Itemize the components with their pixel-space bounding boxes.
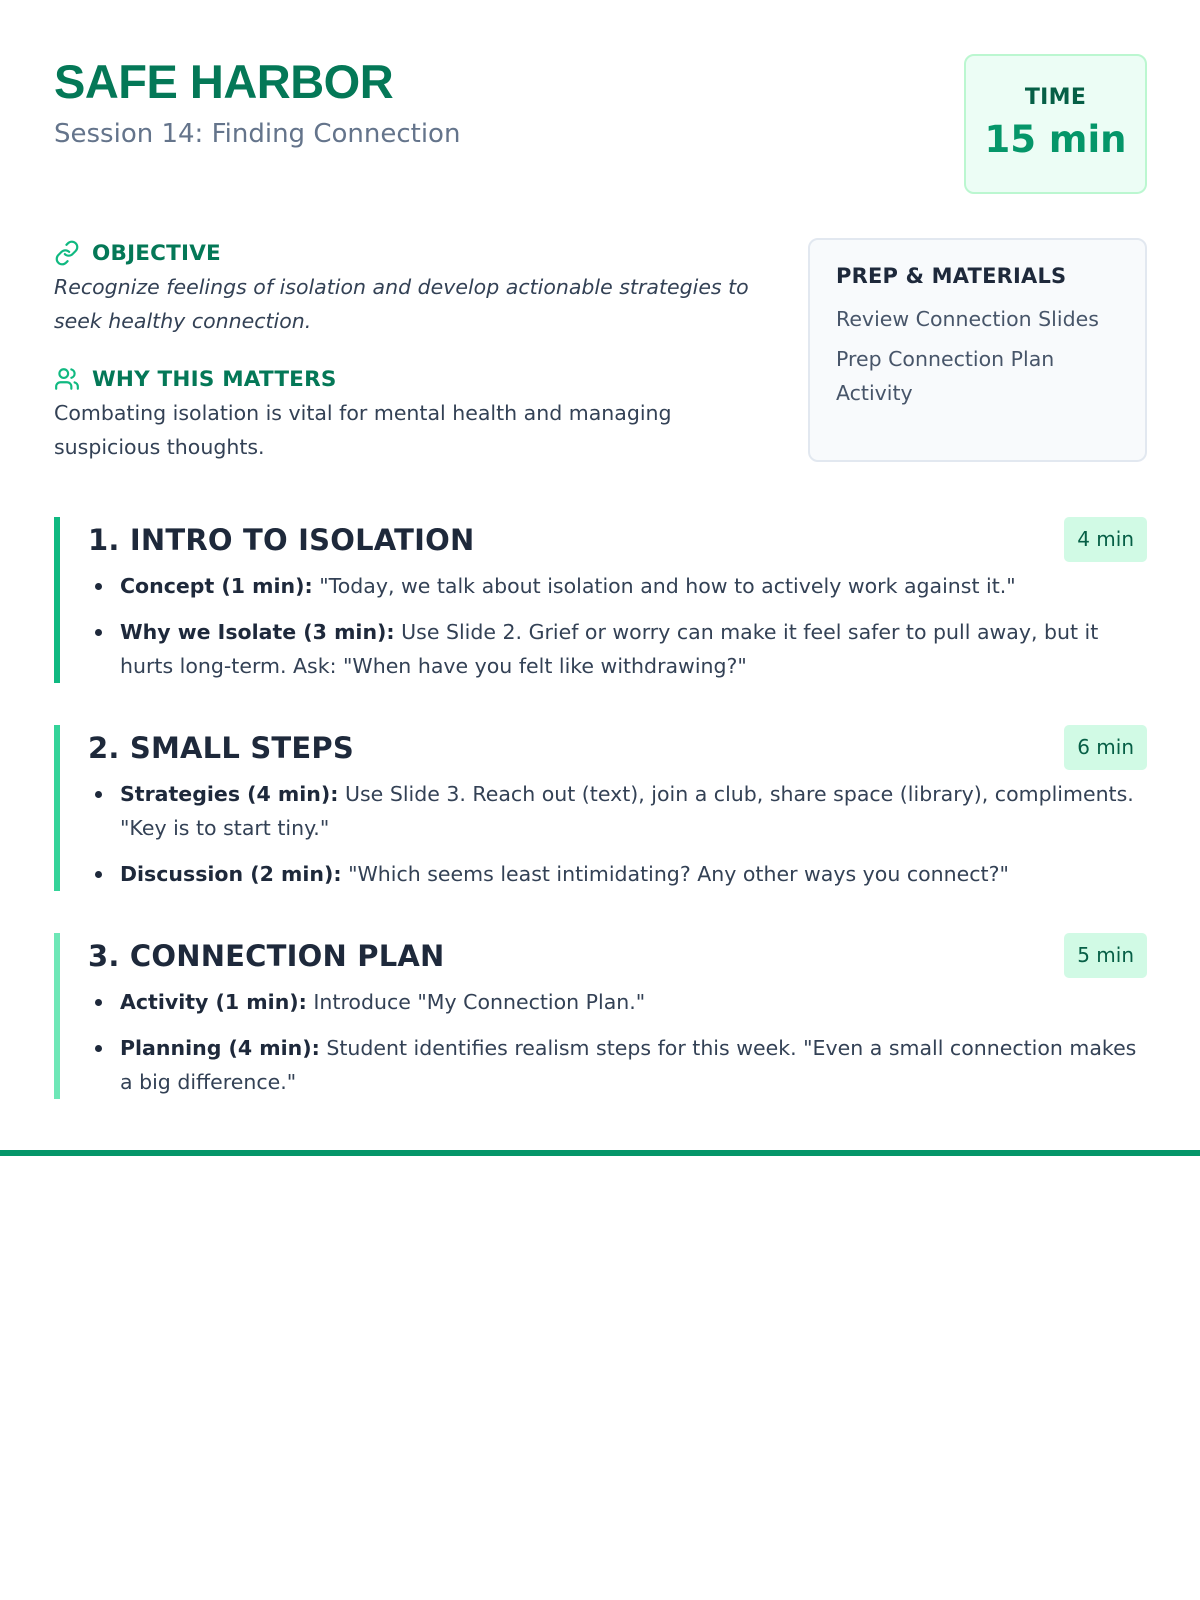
why-label: WHY THIS MATTERS xyxy=(92,366,337,392)
list-item xyxy=(88,1031,1147,1099)
bullet-text: Student identifies realism steps for this week. "Even a small connection makes a big difference." xyxy=(120,1036,1137,1094)
prep-title: PREP & MATERIALS xyxy=(836,264,1067,288)
bullet-term: Planning (4 min): xyxy=(120,1036,320,1060)
list-item xyxy=(88,615,1147,683)
section-bullets xyxy=(88,777,1147,891)
bullet-term: Discussion (2 min): xyxy=(120,862,342,886)
intro-left-column xyxy=(54,236,774,464)
section-heading: 3. CONNECTION PLAN xyxy=(88,939,445,973)
bullet-text: Use Slide 2. Grief or worry can make it feel safer to pull away, but it hurts long-term. Ask: "When have you felt like withdrawing?" xyxy=(120,620,1099,678)
agenda-section-connection-plan xyxy=(54,933,1147,1099)
time-value: 15 min xyxy=(984,118,1127,161)
users-icon xyxy=(54,366,80,392)
prep-list xyxy=(836,302,1119,410)
section-head xyxy=(88,517,1147,563)
prep-item: Review Connection Slides xyxy=(836,307,1099,331)
objective-label: OBJECTIVE xyxy=(92,240,221,266)
why-heading xyxy=(54,362,774,396)
section-head xyxy=(88,725,1147,771)
section-bullets xyxy=(88,985,1147,1099)
agenda-section-intro-to-isolation xyxy=(54,517,1147,683)
duration-badge: 6 min xyxy=(1064,725,1147,770)
duration-badge: 4 min xyxy=(1064,517,1147,562)
prep-item: Prep Connection Plan Activity xyxy=(836,347,1055,405)
list-item xyxy=(88,777,1147,845)
brand-title: SAFE HARBOR xyxy=(54,55,394,108)
list-item xyxy=(88,985,1147,1019)
section-heading: 1. INTRO TO ISOLATION xyxy=(88,523,475,557)
page-header xyxy=(54,0,1147,200)
bullet-term: Activity (1 min): xyxy=(120,990,307,1014)
intro-area xyxy=(54,236,1147,466)
lesson-plan-page xyxy=(54,0,1147,1094)
bullet-term: Why we Isolate (3 min): xyxy=(120,620,395,644)
agenda-section-small-steps xyxy=(54,725,1147,891)
section-head xyxy=(88,933,1147,979)
objective-heading xyxy=(54,236,774,270)
time-label: TIME xyxy=(1024,85,1087,110)
bullet-text: "Which seems least intimidating? Any other ways you connect?" xyxy=(341,862,1009,886)
link-icon xyxy=(54,240,80,266)
session-title: Session 14: Finding Connection xyxy=(54,119,461,149)
bottom-divider xyxy=(0,1150,1200,1156)
list-item xyxy=(88,857,1147,891)
bullet-term: Concept (1 min): xyxy=(120,574,313,598)
bullet-term: Strategies (4 min): xyxy=(120,782,339,806)
section-heading: 2. SMALL STEPS xyxy=(88,731,354,765)
why-text: Combating isolation is vital for mental health and managing suspicious thoughts. xyxy=(54,401,672,459)
prep-materials-card xyxy=(808,238,1147,462)
bullet-text: Use Slide 3. Reach out (text), join a club, share space (library), compliments. "Key is to start tiny." xyxy=(120,782,1134,840)
section-bullets xyxy=(88,569,1147,683)
bullet-text: Introduce "My Connection Plan." xyxy=(306,990,646,1014)
bullet-text: "Today, we talk about isolation and how to actively work against it." xyxy=(312,574,1016,598)
agenda-sections xyxy=(54,517,1147,1141)
list-item xyxy=(88,569,1147,603)
objective-text: Recognize feelings of isolation and develop actionable strategies to seek healthy connection. xyxy=(54,275,749,333)
duration-badge: 5 min xyxy=(1064,933,1147,978)
time-card xyxy=(964,54,1147,194)
